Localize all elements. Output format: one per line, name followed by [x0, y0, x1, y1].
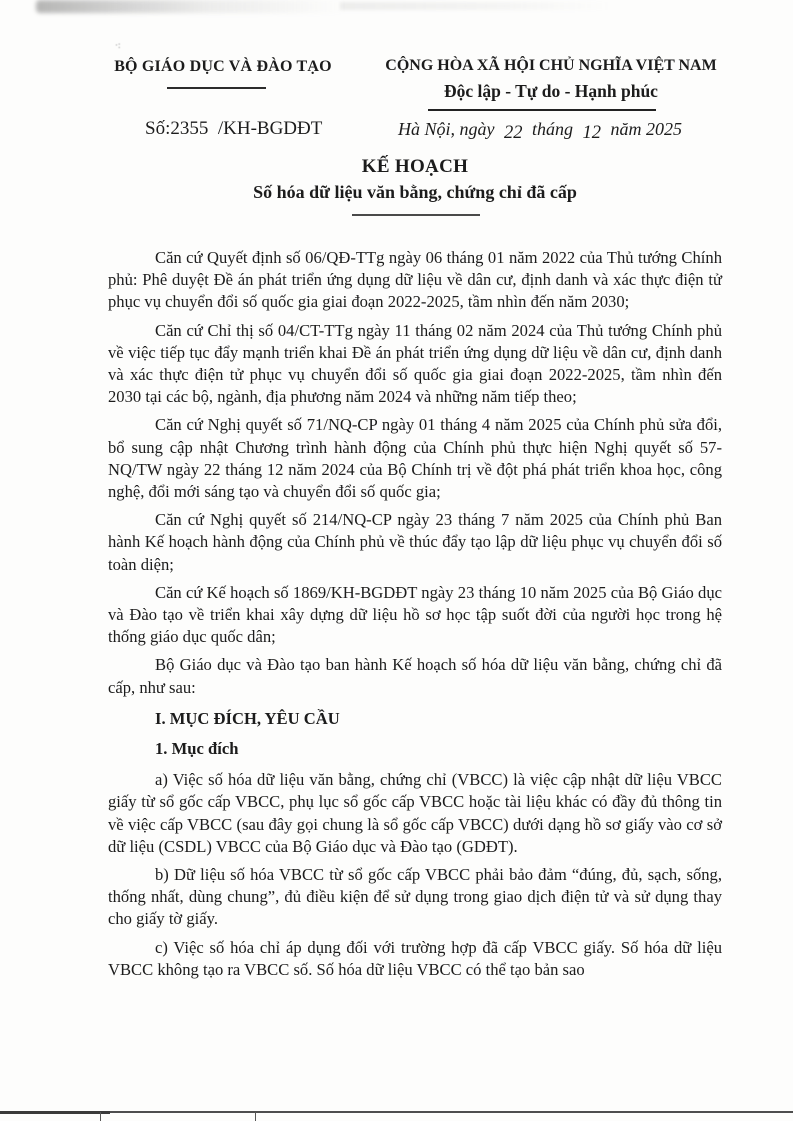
org-name-underline — [167, 87, 266, 89]
scan-tick-mark — [100, 1112, 101, 1121]
date-year: 2025 — [646, 119, 682, 139]
scan-speck: ·: — [115, 40, 121, 50]
paragraph: b) Dữ liệu số hóa VBCC từ sổ gốc cấp VBCC phải bảo đảm “đúng, đủ, sạch, sống, thống nhất, dùng chung”, đủ điều kiện để sử dụng trong giao dịch điện tử và sử dụng thay cho giấy tờ giấy. — [108, 865, 722, 929]
section-heading: I. MỤC ĐÍCH, YÊU CẦU — [155, 708, 340, 728]
document-number: Số:2355 /KH-BGDĐT — [145, 118, 323, 139]
paragraph: Căn cứ Quyết định số 06/QĐ-TTg ngày 06 tháng 01 năm 2022 của Thủ tướng Chính phủ: Phê duyệt Đề án phát triển ứng dụng dữ liệu về dân cư, định danh và xác thực điện tử phục vụ chuyển đổi số quốc gia giai đoạn 2022-2025, tầm nhìn đến năm 2030; — [108, 248, 722, 312]
document-body — [108, 247, 722, 987]
date-thang-label: tháng — [531, 119, 573, 139]
paragraph: Căn cứ Kế hoạch số 1869/KH-BGDĐT ngày 23 tháng 10 năm 2025 của Bộ Giáo dục và Đào tạo về triển khai xây dựng dữ liệu hồ sơ học tập suốt đời của người học trong hệ thống giáo dục quốc dân; — [108, 582, 722, 647]
date-month: 12 — [582, 123, 601, 143]
title-divider-rule — [352, 214, 480, 216]
date-nam-label: năm — [610, 119, 642, 139]
place-date-line — [380, 119, 700, 141]
date-prefix: Hà Nội, ngày — [397, 119, 495, 139]
paragraph: Căn cứ Chỉ thị số 04/CT-TTg ngày 11 tháng 02 năm 2024 của Thủ tướng Chính phủ về việc tiếp tục đẩy mạnh triển khai Đề án phát triển ứng dụng dữ liệu về dân cư, định danh và xác thực điện tử phục vụ chuyển đổi số quốc gia giai đoạn 2022-2025, tầm nhìn đến 2030 tại các bộ, ngành, địa phương năm 2024 và những năm tiếp theo; — [108, 320, 722, 407]
national-title: CỘNG HÒA XÃ HỘI CHỦ NGHĨA VIỆT NAM — [385, 57, 717, 74]
section-heading: 1. Mục đích — [155, 739, 239, 759]
scan-bottom-edge-dark-segment — [0, 1111, 110, 1114]
scan-tick-mark — [255, 1112, 256, 1121]
national-motto: Độc lập - Tự do - Hạnh phúc — [444, 81, 658, 101]
paragraph: Căn cứ Nghị quyết số 214/NQ-CP ngày 23 tháng 7 năm 2025 của Chính phủ Ban hành Kế hoạch hành động của Chính phủ về thúc đẩy tạo lập dữ liệu phục vụ chuyển đổi số toàn diện; — [108, 510, 722, 574]
document-subtitle: Số hóa dữ liệu văn bằng, chứng chỉ đã cấp — [253, 182, 577, 202]
scan-smudge-top — [36, 0, 346, 13]
paragraph: c) Việc số hóa chỉ áp dụng đối với trường hợp đã cấp VBCC giấy. Số hóa dữ liệu VBCC không tạo ra VBCC số. Số hóa dữ liệu VBCC có thể tạo bản sao — [108, 937, 722, 979]
paragraph: Bộ Giáo dục và Đào tạo ban hành Kế hoạch số hóa dữ liệu văn bằng, chứng chỉ đã cấp, như sau: — [108, 655, 722, 697]
issuing-org-name: BỘ GIÁO DỤC VÀ ĐÀO TẠO — [114, 58, 332, 75]
document-title: KẾ HOẠCH — [361, 156, 469, 177]
scan-bottom-edge-line — [0, 1111, 793, 1113]
paragraph: a) Việc số hóa dữ liệu văn bằng, chứng chỉ (VBCC) là việc cập nhật dữ liệu VBCC giấy từ sổ gốc cấp VBCC, phụ lục sổ gốc cấp VBCC hoặc tài liệu khác có đầy đủ thông tin về việc cấp VBCC (sau đây gọi chung là sổ gốc cấp VBCC) dưới dạng hồ sơ giấy vào cơ sở dữ liệu (CSDL) VBCC của Bộ Giáo dục và Đào tạo (GDĐT). — [108, 770, 722, 856]
date-day: 22 — [503, 123, 523, 143]
motto-underline — [428, 109, 656, 111]
scan-smudge-top-faint — [340, 2, 610, 10]
paragraph: Căn cứ Nghị quyết số 71/NQ-CP ngày 01 tháng 4 năm 2025 của Chính phủ sửa đổi, bổ sung cập nhật Chương trình hành động của Chính phủ thực hiện Nghị quyết số 57-NQ/TW ngày 22 tháng 12 năm 2024 của Bộ Chính trị về đột phá phát triển khoa học, công nghệ, đổi mới sáng tạo và chuyển đổi số quốc gia; — [108, 415, 722, 502]
